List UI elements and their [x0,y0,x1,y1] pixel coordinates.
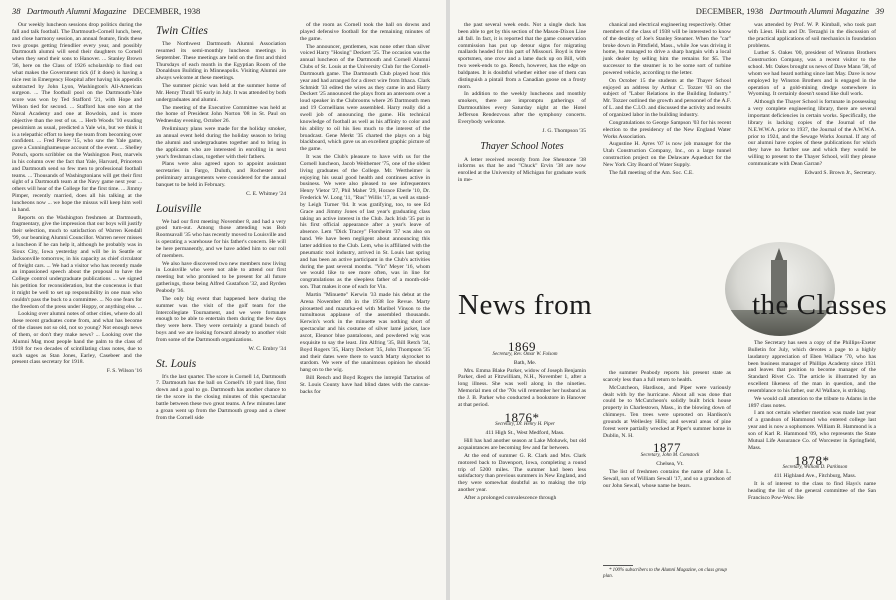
article-paragraph: Congratulations to George Sampson '03 for his recent election to the presidency of the New England Water Works Association. [603,119,731,140]
class-note: At the end of summer G. R. Clark and Mrs. Clark motored back to Davenport, Iowa, completing a round trip of 5200 miles. The summer had been less satisfactory than previous summers in New England, and they were somewhat doubtful as to making the trip another year. [458,452,586,494]
article-paragraph: Bill Rench and Boyd Rogers the intrepid Tartarins of St. Louis County have had blind dates with the canvas-backs for [300,375,430,395]
signature: C. E. Whitney '24 [246,190,286,197]
class-note: The list of freshmen contains the name of John L. Sewall, son of William Sewall '17, and so a grandson of our John Sewall, whose name he bears. [603,468,731,489]
class-address: 411 High St., West Medford, Mass. [485,430,565,437]
section-title-twin-cities: Twin Cities [156,25,208,37]
right-page-number: 39 [875,6,884,16]
left-page [0,0,446,600]
class-note: The Secretary has seen a copy of the Phillips-Exeter Bulletin for July, which devotes a page to a highly laudatory appreciation of Eben Wallace '70, who has been business manager of Phillips Academy since 1931 and leaves that position to become manager of the Standard Rivet Co. The article is illustrated by an excellent likeness of the man in question, and the resemblance to his father, our Al Wallace, is striking. [748,340,876,394]
class-year-1877: 1877 [653,440,681,456]
signature: F. S. Wilson '16 [106,368,142,375]
article-paragraph: A letter received recently from Joe Shenstone '38 informs us that he and "Chuck" Ervin '38 are now enrolled at the University of Michigan for graduate work in me- [458,156,586,184]
class-year-1878: 1878* [794,452,830,468]
class-note: It is of interest to the class to find Hays's name heading the list of the general committee of the San Francisco Pow-Wow. He [748,481,876,501]
class-address: 411 Highland Ave., Fitchburg, Mass. [773,473,857,480]
footnote: * 100% subscribers to the Alumni Magazine, on class group plan. [603,568,731,580]
class-secretary: Secretary, Rev. Omar W. Folsom [492,351,558,357]
banner-the-classes: the Classes [752,289,888,321]
right-magazine-title: Dartmouth Alumni Magazine [769,6,870,16]
article-paragraph: Plans were also agreed upon to appoint assistant secretaries in Fargo, Duluth, and Rochester and preliminary arrangements were considered for the annual banquet to be held in February. [156,161,286,188]
classes-column-3 [748,340,876,503]
right-column-1 [458,22,586,185]
class-note: Mrs. Emma Blake Parker, widow of Joseph Benjamin Parker, died at Fitzwilliam, N.H., November 1, after a long illness. She was well along in the nineties. Memorial men of the '70s will remember her husband as the J. B. Parker who conducted a bookstore in Hanover at that period. [458,367,586,408]
article-paragraph: It's the last quarter. The score is Cornell 14, Dartmouth 7. Dartmouth has the ball on Cornell's 10 yard line, first down and a goal to go. Dartmouth has another chance to tie the score in the closing minutes of this spectacular battle between these two great teams. A few minutes later a groan went up from the Dartmouth group and a cheer from the Cornell side [156,373,286,421]
section-title-thayer-school-notes: Thayer School Notes [480,140,564,152]
article-paragraph: On October 15 the students at the Thayer School enjoyed an address by Arthur C. Tozzer '03 on the subject of "Labor Relations in the Building Industry." Mr. Tozzer outlined the growth and personnel of the A.F. of L. and the C.I.O. and discussed the activity and results of organized labor in the building industry. [603,77,732,118]
article-paragraph: Augustine H. Ayres '07 is now job manager for the Utah Construction Company, Inc., on a large tunnel construction project on the Delaware Aqueduct for the New York City Board of Water Supply. [603,141,731,168]
article-paragraph: Luther S. Oakes '00, president of Winston Brothers Construction Company, was a recent visitor to the school. Mr. Oakes brought us news of Dave Mann '38, of whom we had heard nothing since last May. Dave is now employed by Winston Brothers and is engaged in the operation of a gold-mining dredge somewhere in Wyoming. It certainly doesn't sound like dull work. [748,50,876,98]
article-paragraph: Preliminary plans were made for the holiday smoker, an annual event held during the holiday season to bring the alumni and undergraduates together and to bring in the applicants who are interested in enrolling in next year's freshman class, together with their fathers. [156,126,286,160]
left-magazine-title: Dartmouth Alumni Magazine [26,6,127,16]
article-paragraph: It was the Club's pleasure to have with us for the Cornell luncheon, Jacob Weithemer '75, one of the oldest living graduates of the College. Mr. Wertheimer is enjoying his usual good health and continues active in business. We were also pleased to see infrequenters Henry Vietor '27, Phil Maher '29, Horace Eberle '10, Dr. Frederick W. Long '11, "Rus" Willis '17, as well as stand-by Leigh Turner '04. It was gratifying, too, to see Ed Grace and Jimmy Jones of last year's graduating class taking an active interest in the Club. Jack Irish '35 put in his first official appearance after a year's leave of absence. Lem "Dick Tracey" Florsheim '37 was also on hand. We have been negligent about announcing this latter addition to the Club. Lem, who is affiliated with the pneumatic tool industry, arrived in St. Louis last spring and has been an active participant in the Club's activities during the past several months. "Vin" Meyer '16, whom we would like to see more often, was in line for congratulations as the sleepless father of a month-old-son. That makes it one of each for Vin. [300,154,430,291]
class-secretary: Secretary, John M. Comstock [640,453,700,459]
section-title-st-louis: St. Louis [156,357,197,370]
right-column-2 [603,22,731,178]
article-paragraph: The fall meeting of the Am. Soc. C.E. [609,169,694,176]
article-paragraph: We had our first meeting November 8, and had a very good turn-out. Among those attending was Bob Roomsavall '35 who has recently moved to Louisville and is operating a warehouse for his father's concern. He will be here permanently, and we have added him to our roll of members. [156,218,286,259]
article-paragraph: was attended by Prof. W. P. Kimball, who took part with Lieut. Hulz and Dr. Terzaghi in the discussion of the practical applications of soil mechanics in foundation problems. [748,22,876,49]
article-paragraph: Martin "Minuette" Kerwin '33 made his debut at the Arena November 4th in the 1938 Ice Revue. Marty pirouetted and mazurka-ed with Maribel Vinson to the tumultuous applause of the assembled thousands. Kerwin's work in the minuette was nothing short of spectacular and his costume of silver lamé jacket, lace ascot, Eleanor blue pantaloons, and powdered wig was exquisite to say the least. Jim Alfring '35, Bill Retch '34, Boyd Rogers '35, Harry Deckert '35, John Thompson '35 and their dates were there to watch Marty skyrocket to stardom. We were of the unanimous opinion he should hang on to the wig. [300,291,430,374]
class-secretary: Secretary, Dr. Henry H. Piper [495,422,555,428]
article-paragraph: Although the Thayer School is fortunate in possessing a very complete engineering library, there are several important deficiencies in certain works. Specifically, the library is lacking copies of the Journal of the N.E.W.W.A. prior to 1937, the Journal of the A.W.W.A. prior to 1924, and the Sewage Works Journal. If any of our alumni have copies of these publications for which they have no further use and which they would be willing to present to the Thayer School, will they please communicate with Dean Garran? [748,99,876,167]
right-issue-date: DECEMBER, 1938 [695,6,764,16]
class-year-1876: 1876* [504,409,540,425]
left-issue-date: DECEMBER, 1938 [132,6,201,16]
class-note: We would call attention to the tribute to Adams in the 1897 class notes. [748,395,876,409]
left-page-header [12,6,200,16]
class-secretary: Secretary, William D. Parkinson [782,465,848,471]
class-year-1869: 1869 [508,339,536,354]
article-paragraph: of the room as Cornell took the ball on downs and played defensive football for the remaining minutes of the game. [300,22,430,42]
signature: Edward S. Brown Jr., Secretary. [804,169,876,176]
signature: J. G. Thompson '35 [542,127,586,134]
right-page [450,0,896,600]
left-column-2 [156,22,286,423]
classes-column-2 [603,370,731,491]
article-paragraph: The announcer, gentlemen, was none other than silver voiced Harry "Hosing" Deckert '25. The occasion was the annual luncheon of the Dartmouth and Cornell Alumni Clubs of St. Louis at the University Club for the Cornell-Dartmouth game. The Dartmouth Club played host this year and had arranged for a direct wire from Ithaca. Clark Schmidt '33 edited the wires as they came in and Harry Deckert '25 announced the plays from an anteroom over a loud speaker in the Clubrooms where 26 Dartmouth men and 19 Cornellians were assembled. Harry really did a swell job of announcing the game. His technical knowledge of football as well as his affinity to color and his ability to oil his lieu much to the interest of the broadcast. Gene Merkt '35 charted the plays on a big blackboard, which gave us an excellent graphic picture of the game. [300,43,430,153]
article-paragraph: The Northwest Dartmouth Alumni Association resumed its semi-monthly luncheon meetings in September. These meetings are held on the first and third Thursdays of each month in the Egyptian Room of the Donaldson Building in Minneapolis. Visiting Alumni are always welcome at these meetings. [156,41,286,82]
article-paragraph: In addition to the weekly luncheons and monthly smokers, there are impromptu gatherings of Dartmouthites every Saturday night at the Hotel Jefferson Rendezvous after the symphony concerts. Everybody welcome. [458,91,586,125]
left-column-1 [12,22,142,380]
article-paragraph: The meeting of the Executive Committee was held at the home of President John Norton '08 in St. Paul on Wednesday evening, October 26. [156,104,286,125]
article-paragraph: The summer picnic was held at the summer home of Mr. Henry Thrall '05 early in July. It was attended by both undergraduates and alumni. [156,83,286,103]
class-note: McCutcheon, Hardison, and Piper were variously dealt with by the hurricane. About all was done that could be to McCutcheon's solidly built brick house property in Charlestown, Mass., in the blowing down of chimneys. Ten trees were uprooted on Hardison's grounds at Wellesley Hills; and several areas of pine forest were partially wrecked at Piper's summer home in Dublin, N. H. [603,384,731,439]
class-note: I am not certain whether mention was made last year of a grandson of Hammond who entered college last year and is now a sophomore. William B. Hammond is a son of Karl R. Hammond '09, who represents the State Mutual Life Assurance Co. of Worcester in Springfield, Mass. [748,410,876,451]
article-paragraph: Reports on the Washington freshmen at Dartmouth, fragmentary, give the impression that our boys will justify their selection, much to satisfaction of Warren Kendall '99, our beaming Alumni Councillor. Warren never misses a luncheon if he can help it, although he probably was in Sioux City, Iowa yesterday and will be in Seattle or Jacksonville tomorrow, in his capacity as chief circulator of freight cars. ... We had a visitor who has recently made an impassioned speech about the proposal to have the College control undergraduate publications ... we signed his petition for reconsideration, but the concensus is that it might be well to set up responsibility in one man who couldn't pass the buck to a committee. ... No one fears for the freedom of the press under Hoppy, or anything else. ... [12,214,142,310]
right-page-header [696,6,884,16]
section-title-louisville: Louisville [156,202,202,215]
signature: W. C. Embry '34 [248,345,286,352]
left-page-number: 38 [12,6,21,16]
article-paragraph: Looking over alumni notes of other cities, where do all these recent graduates come from, and what has become of the classes not so old, not so young? Not enough news of them, or don't they make news? ... Looking over the Alumni Mag most people hand the palm to the class of 1918 for two decades of scintillating class notes, due to such sages as Stan Jones, Earley, Casebeer and the present class secretary for 1918. [12,311,142,366]
article-paragraph: chanical and electrical engineering respectively. Other members of the class of 1938 will be interested to know of the destiny of Joe's Stanley Steamer. When the "car" broke down in Pittsfield, Mass., while Joe was driving it home, he managed to drive a sharp bargain with a local junk dealer by selling him the remains for $5. The successor to the steamer is to be some sort of turbine powered vehicle, according to the letter. [603,22,731,76]
banner-news-from: News from [458,289,593,321]
class-note: the summer Peabody reports his present state as scarcely less than a full return to health. [603,370,731,383]
article-paragraph: The only big event that happened here during the summer was the visit of the golf team for the Intercollegiate Tournament, and we were fortunate enough to be able to entertain them during the few days they were here. They were certainly a grand bunch of boys and we are looking forward already to another visit from some of the Dartmouth organizations. [156,295,286,343]
article-paragraph: We also have discovered two new members now living in Louisville who were not able to attend our first meeting but who promised to be present for all future gatherings, those being Alfred Gustafson '32, and Ryrden Peabody '36. [156,260,286,294]
classes-column-1 [458,338,586,503]
class-address: Chelsea, Vt. [656,461,684,468]
left-column-3 [300,22,430,397]
right-column-3 [748,22,876,183]
article-paragraph: Our weekly luncheon sessions drop politics during the fall and talk football. The Dartmouth-Cornell lunch, beer, and close harmony session, an annual feature, finds these two groups getting friendlier every year, and possibly Dartmouth alumni will send their daughters to Cornell when they send their sons to Hanover. ... Stanley Brown '36, here on the Class of 1926 scholarship to find out what makes the Government tick (if it does) is having a nice rest in Emergency Hospital after having his appendix subtracted by John Lyon, Washington's All-American surgeon. ... The football pool on the Dartmouth-Yale score was won by Ted Stafford '21, with Hope and Wilson tied for second. ... Stafford has one son at the Naval Academy and one at Bowdoin, and is more objective than the rest of us. ... Herb Woods '10 exuding pessimism as usual, predicted a Yale win, but we think it is a telepathic effort to keep the team from becoming over confident. ... Fred Pierce '15, who saw the Yale game, gave a Cunninghamesque account of the event. ... Shelley Potsch, sports scribbler on the Washington Post, marvels in his column over the fact that Yale, Harvard, Princeton and Dartmouth send so few men to professional football teams. ... Thousands of Washingtonians will get their first sight of a Dartmouth team at the Navy game next year ... others will hear of the College for the first time. ... Jimmy Pimper, recently married, does all his talking at the luncheons now ... we hope the missus will keep him well in hand. [12,22,142,213]
article-paragraph: the past several week ends. Not a single duck has been able to get by this section of the Mason-Dixon Line all fall. In fact, it is reported that the game conservation commission has put up detour signs for migrating mallards headed for this part of Missouri. Boyd is three sportsmen, one crow and a lame duck up on Bill, with two week-ends to go. Rench, however, has the edge on baldpates. It is doubtful whether either one of them can distinguish a pintail from a Canadian goose on a frosty morn. [458,22,586,90]
class-address: Bath, Me. [513,359,537,366]
class-note: Hill has had another season at Lake Mohawk, but old acquaintances are becoming few and far between. [458,438,586,451]
class-note: After a prolonged convalescence through [464,494,557,501]
